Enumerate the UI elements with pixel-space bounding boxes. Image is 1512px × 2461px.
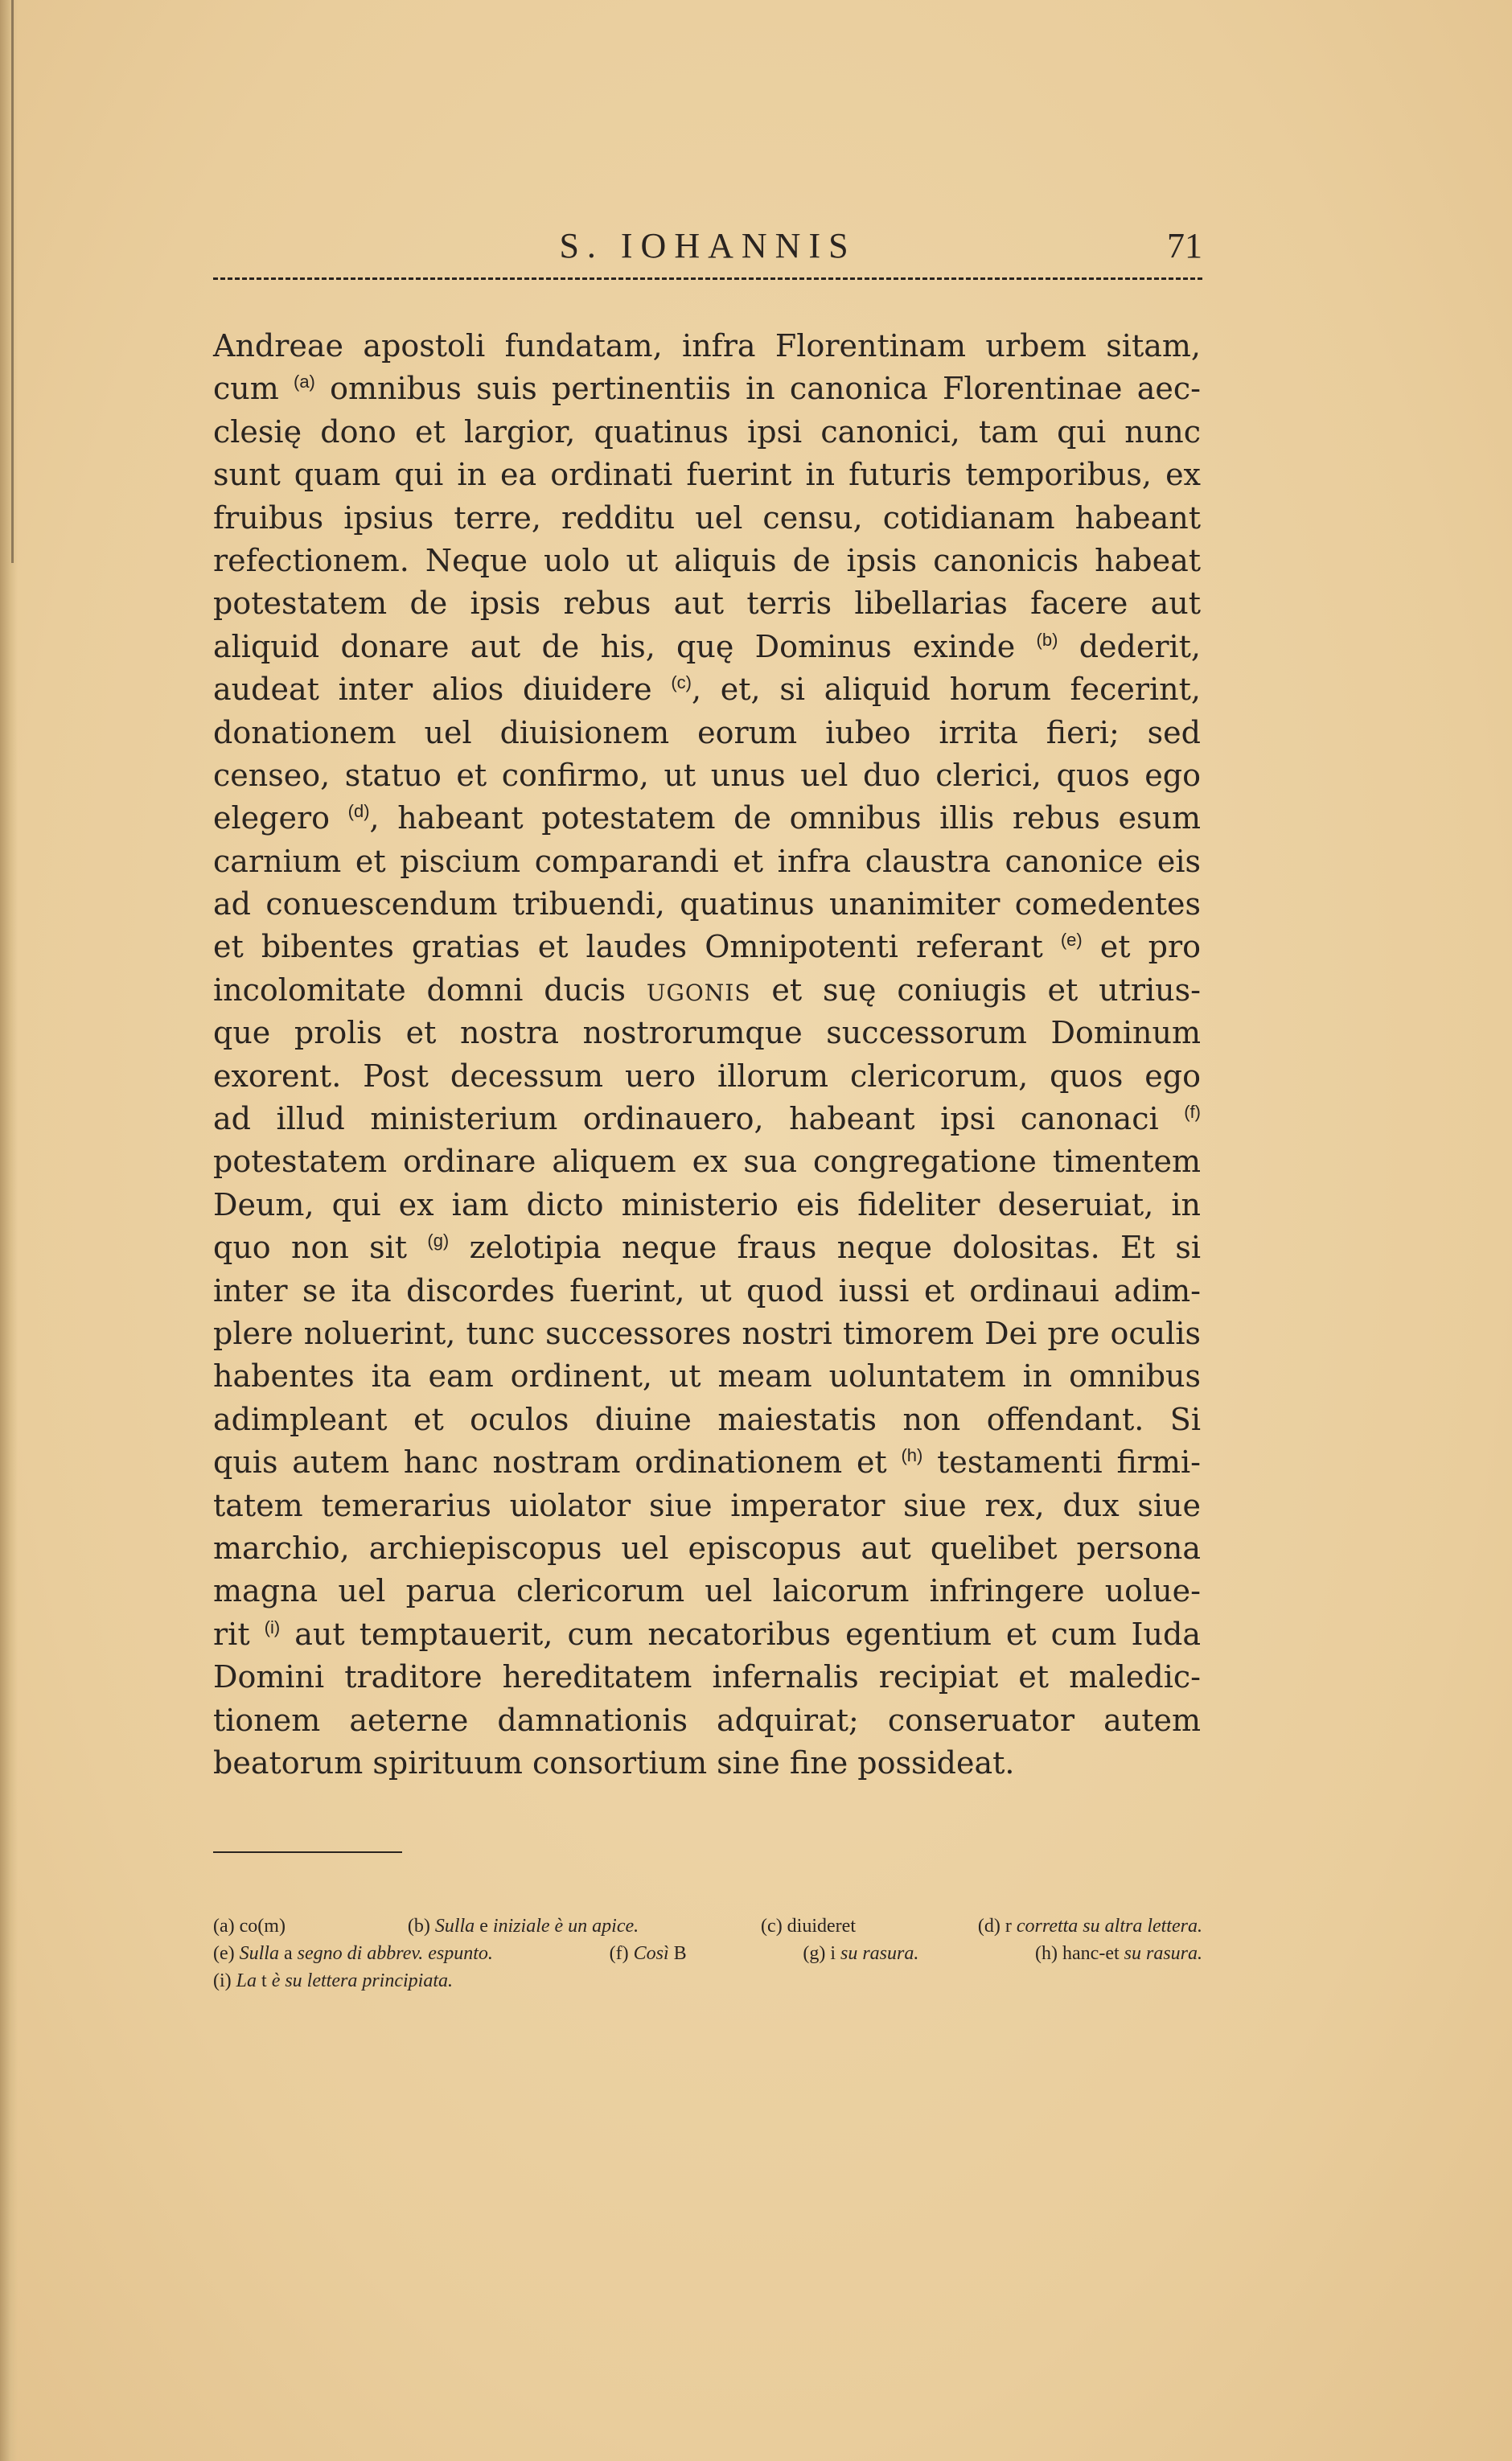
text-segment: cum	[213, 371, 294, 407]
text-segment: marchio, archiepiscopus uel episcopus aut quelibet persona	[213, 1530, 1201, 1566]
text-segment: Deum, qui ex iam dicto ministerio eis fideliter deseruiat, in	[213, 1186, 1201, 1222]
footnote-italic-text: Sulla	[434, 1916, 475, 1937]
running-title: S. IOHANNIS	[559, 226, 857, 265]
text-line	[213, 325, 1201, 368]
footnote-text: (i)	[213, 1970, 236, 1991]
text-segment: Domini traditore hereditatem infernalis recipiat et maledic-	[213, 1659, 1201, 1695]
footnote-row	[213, 1967, 1202, 1995]
footnote-row	[213, 1913, 1202, 1940]
text-line	[213, 754, 1201, 797]
footnote-marker: (i)	[264, 1617, 281, 1637]
text-segment: potestatem ordinare aliquem ex sua congregatione timentem	[213, 1144, 1201, 1180]
text-segment: audeat inter alios diuidere	[213, 672, 672, 708]
footnote-marker: (d)	[347, 801, 370, 822]
text-segment: beatorum spirituum consortium sine fine possideat.	[213, 1744, 1015, 1781]
footnote	[761, 1913, 856, 1940]
text-line	[213, 1184, 1201, 1226]
text-line	[213, 626, 1201, 668]
text-segment: Andreae apostoli fundatam, infra Florentinam urbem sitam,	[213, 328, 1201, 364]
small-caps-name: UGONIS	[646, 979, 751, 1006]
footnote-marker: (c)	[671, 672, 692, 693]
text-segment: aliquid donare aut de his, quę Dominus exinde	[213, 628, 1037, 664]
page-edge-shadow	[0, 0, 18, 2461]
text-segment: refectionem. Neque uolo ut aliquis de ipsis canonicis habeat	[213, 542, 1201, 578]
footnote-italic-text: su rasura.	[840, 1943, 919, 1964]
text-line	[213, 454, 1201, 496]
text-line	[213, 1485, 1201, 1527]
footnote	[610, 1940, 687, 1967]
text-line	[213, 668, 1201, 711]
text-line	[213, 1399, 1201, 1441]
text-line	[213, 1570, 1201, 1613]
text-line	[213, 1699, 1201, 1742]
text-line	[213, 1656, 1201, 1699]
text-segment: inter se ita discordes fuerint, ut quod iussi et ordinaui adim-	[213, 1272, 1201, 1309]
text-segment: sunt quam qui in ea ordinati fuerint in futuris temporibus, ex	[213, 457, 1201, 493]
text-line	[213, 1313, 1201, 1355]
text-line	[213, 540, 1201, 582]
main-text	[213, 325, 1201, 1785]
text-line	[213, 1055, 1201, 1098]
text-line	[213, 1012, 1201, 1054]
footnote-italic-text: segno di abbrev. espunto.	[297, 1943, 493, 1964]
text-segment: quo non sit	[213, 1230, 428, 1266]
text-line	[213, 797, 1201, 840]
text-segment: et suę coniugis et utrius-	[750, 972, 1201, 1008]
text-line	[213, 926, 1201, 968]
text-line	[213, 840, 1201, 883]
text-line	[213, 582, 1201, 625]
footnote-italic-text: corretta su altra lettera.	[1016, 1916, 1202, 1937]
text-line	[213, 1527, 1201, 1570]
footnotes	[213, 1913, 1202, 1995]
text-segment: potestatem de ipsis rebus aut terris libellarias facere aut	[213, 585, 1201, 622]
text-segment: omnibus suis pertinentiis in canonica Florentinae aec-	[314, 371, 1201, 407]
text-segment: , et, si aliquid horum fecerint,	[691, 672, 1201, 708]
footnote	[213, 1940, 493, 1967]
text-line	[213, 1742, 1201, 1785]
text-segment: , habeant potestatem de omnibus illis rebus esum	[369, 800, 1201, 836]
text-line	[213, 969, 1201, 1012]
text-segment: fruibus ipsius terre, redditu uel censu, cotidianam habeant	[213, 499, 1201, 536]
text-segment: testamenti firmi-	[922, 1444, 1201, 1481]
footnote-text: (e)	[213, 1943, 240, 1964]
text-segment: censeo, statuo et confirmo, ut unus uel duo clerici, quos ego	[213, 757, 1201, 793]
text-segment: quis autem hanc nostram ordinationem et	[213, 1444, 902, 1481]
page-number: 71	[1167, 226, 1202, 265]
text-segment: donationem uel diuisionem eorum iubeo irrita fieri; sed	[213, 714, 1201, 750]
text-segment: rit	[213, 1616, 265, 1652]
footnote-italic-text: su rasura.	[1124, 1943, 1202, 1964]
footnote-text: t	[257, 1970, 272, 1991]
footnote-text: (f)	[609, 1943, 634, 1964]
text-segment: adimpleant et oculos diuine maiestatis non offendant. Si	[213, 1401, 1201, 1437]
footnote-text: (a) co(m)	[213, 1916, 286, 1937]
text-segment: zelotipia neque fraus neque dolositas. Et si	[449, 1230, 1201, 1266]
footnote-marker: (h)	[901, 1445, 923, 1466]
text-line	[213, 883, 1201, 926]
footnote-text: (g) i	[803, 1943, 840, 1964]
footnote-italic-text: La	[236, 1970, 257, 1991]
text-segment: ad illud ministerium ordinauero, habeant ipsi canonaci	[213, 1101, 1185, 1137]
text-segment: clesię dono et largior, quatinus ipsi canonici, tam qui nunc	[213, 413, 1201, 450]
text-line	[213, 1098, 1201, 1140]
footnote-rule	[213, 1851, 402, 1853]
footnote	[213, 1913, 286, 1940]
text-segment: elegero	[213, 800, 348, 836]
text-line	[213, 712, 1201, 754]
footnote	[213, 1967, 453, 1995]
text-segment: que prolis et nostra nostrorumque successorum Dominum	[213, 1015, 1201, 1051]
footnote-italic-text: Così	[633, 1943, 669, 1964]
footnote-text: (h) hanc-et	[1035, 1943, 1124, 1964]
text-segment: ad conuescendum tribuendi, quatinus unanimiter comedentes	[213, 886, 1201, 922]
footnote-text: e	[475, 1916, 493, 1937]
text-segment: plere noluerint, tunc successores nostri timorem Dei pre oculis	[213, 1315, 1201, 1351]
text-line	[213, 497, 1201, 540]
header-rule	[213, 277, 1202, 280]
text-line	[213, 1355, 1201, 1398]
text-segment: et pro	[1082, 929, 1201, 965]
text-line	[213, 368, 1201, 410]
text-segment: aut temptauerit, cum necatoribus egentium et cum Iuda	[280, 1616, 1201, 1652]
footnote-text: a	[278, 1943, 298, 1964]
text-segment: tatem temerarius uiolator siue imperator siue rex, dux siue	[213, 1487, 1201, 1523]
text-segment: magna uel parua clericorum uel laicorum infringere uolue-	[213, 1573, 1201, 1609]
footnote-text: (d) r	[977, 1916, 1017, 1937]
text-line	[213, 411, 1201, 454]
text-line	[213, 1226, 1201, 1269]
text-segment: tionem aeterne damnationis adquirat; conseruator autem	[213, 1702, 1201, 1738]
text-segment: et bibentes gratias et laudes Omnipotenti referant	[213, 929, 1061, 965]
text-segment: carnium et piscium comparandi et infra claustra canonice eis	[213, 843, 1201, 879]
footnote	[408, 1913, 639, 1940]
footnote-text: B	[668, 1943, 687, 1964]
footnote-row	[213, 1940, 1202, 1967]
footnote	[1035, 1940, 1202, 1967]
text-line	[213, 1140, 1201, 1183]
text-segment: habentes ita eam ordinent, ut meam uoluntatem in omnibus	[213, 1358, 1201, 1395]
text-segment: exorent. Post decessum uero illorum clericorum, quos ego	[213, 1058, 1201, 1094]
footnote-text: (b)	[407, 1916, 435, 1937]
footnote-marker: (g)	[427, 1230, 450, 1251]
footnote-marker: (f)	[1184, 1102, 1201, 1123]
footnote-marker: (e)	[1060, 930, 1083, 951]
footnote-italic-text: Sulla	[239, 1943, 279, 1964]
footnote	[978, 1913, 1202, 1940]
footnote	[803, 1940, 918, 1967]
footnote-italic-text: iniziale è un apice.	[492, 1916, 639, 1937]
footnote-italic-text: è su lettera principiata.	[271, 1970, 453, 1991]
footnote-text: (c) diuideret	[761, 1916, 856, 1937]
text-segment: incolomitate domni ducis	[213, 972, 647, 1008]
footnote-marker: (b)	[1036, 629, 1058, 650]
text-line	[213, 1441, 1201, 1484]
text-segment: dederit,	[1058, 628, 1201, 664]
footnote-marker: (a)	[294, 372, 315, 392]
text-line	[213, 1270, 1201, 1313]
binding-edge-line	[11, 0, 14, 563]
text-line	[213, 1613, 1201, 1656]
